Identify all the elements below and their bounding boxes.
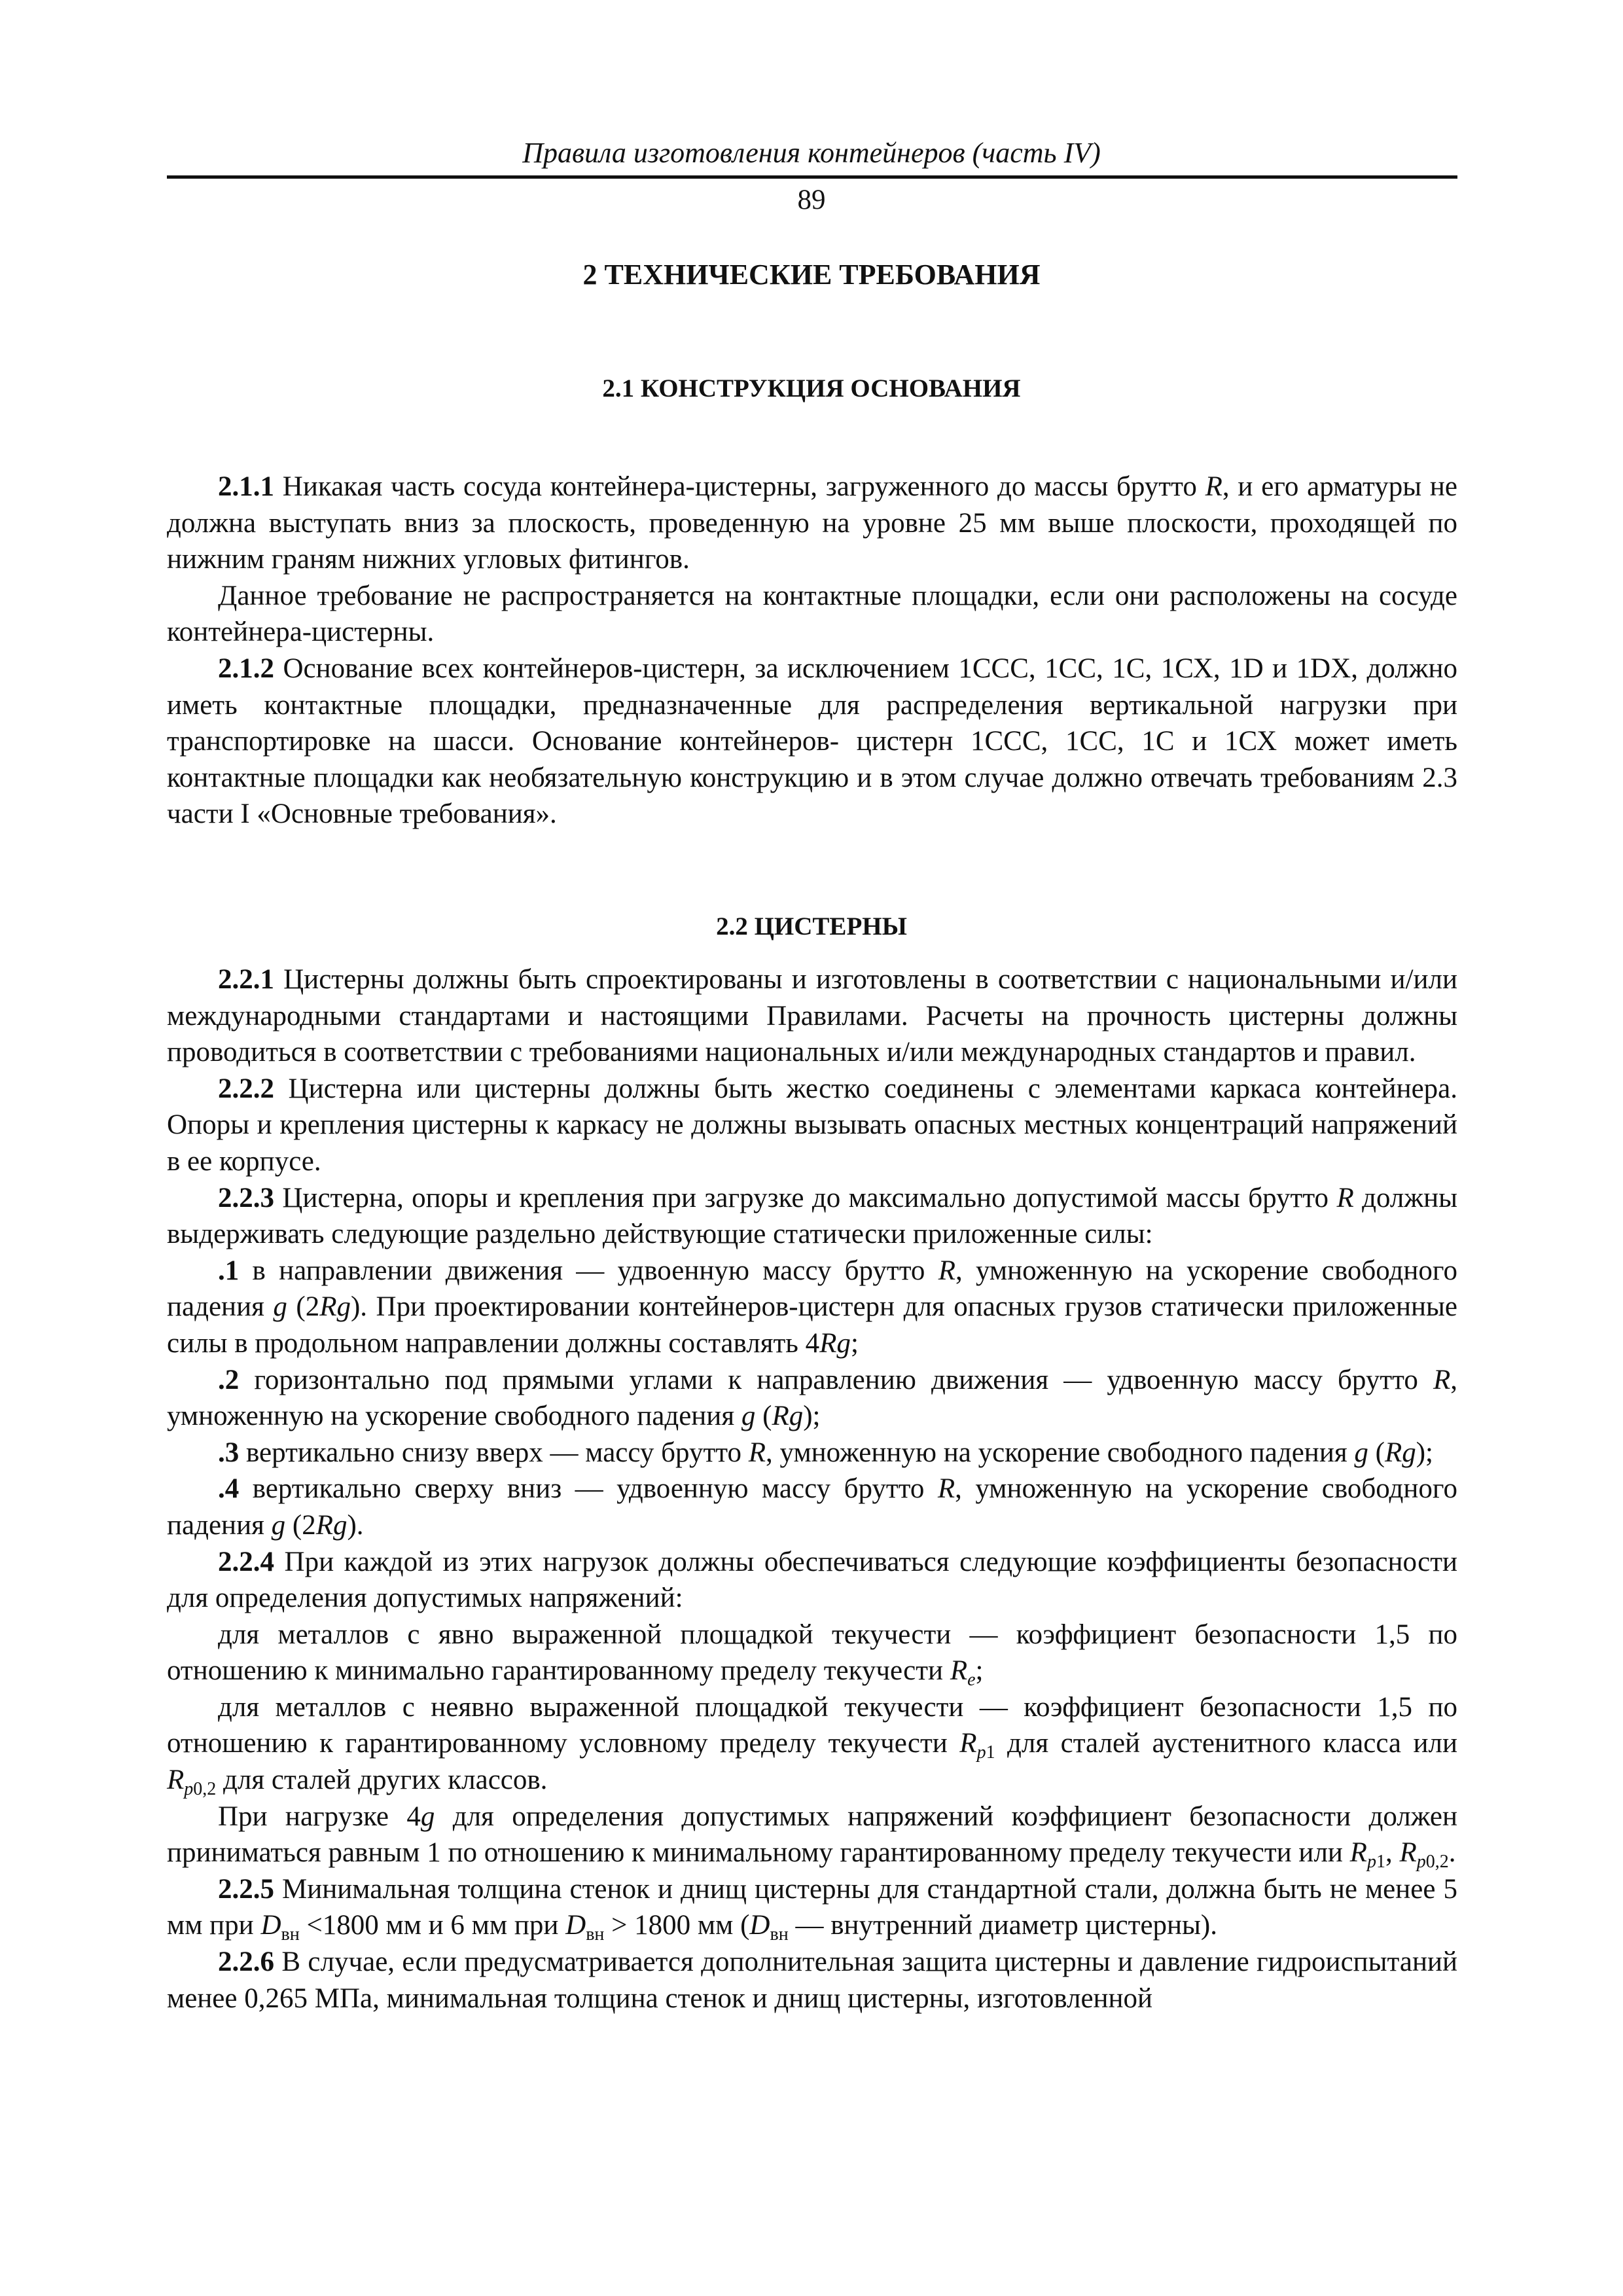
section-title: 2 ТЕХНИЧЕСКИЕ ТРЕБОВАНИЯ: [582, 259, 1041, 291]
paragraph: [167, 961, 1457, 1071]
paragraph-text: Цистерна или цистерны должны быть жестко соединены с элементами каркаса контейнера. Опоры и крепления цистерны к каркасу не должны вызывать опасных местных концентраций напряжений в ее корпусе.: [167, 1073, 1457, 1177]
clause-number: .3: [218, 1437, 240, 1468]
paragraph-text: Данное требование не распространяется на контактные площадки, если они расположены на сосуде контейнера-цистерны.: [167, 580, 1457, 648]
paragraph-text: В случае, если предусматривается дополнительная защита цистерны и давление гидроиспытаний менее 0,265 МПа, минимальная толщина стенок и днищ цистерны, изготовленной: [167, 1946, 1457, 2014]
paragraph-text: вертикально сверху вниз — удвоенную массу брутто R, умноженную на ускорение свободного падения g (2Rg).: [167, 1473, 1457, 1541]
paragraph-text: Никакая часть сосуда контейнера-цистерны, загруженного до массы брутто R, и его арматуры не должна выступать вниз за плоскость, проведенную на уровне 25 мм выше плоскости, проходящей по нижним граням нижних угловых фитингов.: [167, 471, 1457, 575]
paragraph: [167, 1253, 1457, 1362]
paragraph: [167, 1071, 1457, 1180]
paragraph: [167, 1471, 1457, 1543]
paragraph-text: горизонтально под прямыми углами к направлению движения — удвоенную массу брутто R, умноженную на ускорение свободного падения g (Rg);: [167, 1364, 1457, 1432]
paragraph: [167, 1617, 1457, 1689]
clause-number: 2.2.5: [218, 1873, 274, 1905]
running-head: Правила изготовления контейнеров (часть IV): [522, 137, 1101, 169]
paragraph-text: Минимальная толщина стенок и днищ цистерны для стандартной стали, должна быть не менее 5 мм при $D_{вн} <1800$ мм и 6 мм при $D_{вн} > 1800$ мм ($D_{вн}$ — внутренний диаметр цистерны).: [167, 1873, 1457, 1945]
subsection-title-2-1: 2.1 КОНСТРУКЦИЯ ОСНОВАНИЯ: [602, 374, 1021, 403]
clause-number: 2.1.2: [218, 653, 274, 684]
paragraph: [167, 469, 1457, 578]
subsection-body-2-2: [167, 961, 1457, 2017]
subsection-body-2-1: [167, 469, 1457, 833]
paragraph: [167, 1799, 1457, 1871]
clause-number: .4: [218, 1473, 240, 1505]
paragraph: [167, 1871, 1457, 1944]
clause-number: 2.2.3: [218, 1182, 274, 1213]
paragraph-text: для металлов с неявно выраженной площадкой текучести — коэффициент безопасности 1,5 по отношению к гарантированному условному пределу текучести $R_{p1}$ для сталей аустенитного класса или $R_{p0,2}$ для сталей других классов.: [167, 1691, 1457, 1800]
paragraph: [167, 1180, 1457, 1253]
paragraph-text: Цистерны должны быть спроектированы и изготовлены в соответствии с национальными и/или международными стандартами и настоящими Правилами. Расчеты на прочность цистерны должны проводиться в соответствии с требованиями национальных и/или международных стандартов и правил.: [167, 964, 1457, 1068]
paragraph: [167, 651, 1457, 833]
paragraph: [167, 1944, 1457, 2017]
clause-number: .2: [218, 1364, 240, 1395]
header-rule: [167, 175, 1457, 179]
paragraph-text: вертикально снизу вверх — массу брутто R, умноженную на ускорение свободного падения g (Rg);: [239, 1437, 1434, 1468]
paragraph-text: в направлении движения — удвоенную массу брутто R, умноженную на ускорение свободного падения g (2Rg). При проектировании контейнеров-цистерн для опасных грузов статически приложенные силы в продольном направлении должны составлять 4Rg;: [167, 1255, 1457, 1359]
clause-number: .1: [218, 1255, 240, 1286]
subsection-title-2-2: 2.2 ЦИСТЕРНЫ: [716, 912, 907, 941]
paragraph-text: для металлов с явно выраженной площадкой текучести — коэффициент безопасности 1,5 по отношению к минимально гарантированному пределу текучести $R_e$;: [167, 1619, 1457, 1691]
clause-number: 2.2.4: [218, 1546, 274, 1577]
paragraph: [167, 1435, 1457, 1471]
clause-number: 2.2.2: [218, 1073, 274, 1104]
paragraph-text: При нагрузке 4g для определения допустимых напряжений коэффициент безопасности должен приниматься равным 1 по отношению к минимальному гарантированному пределу текучести или $R_{p1}$, $R_{p0,2}$.: [167, 1801, 1457, 1873]
paragraph-text: При каждой из этих нагрузок должны обеспечиваться следующие коэффициенты безопасности для определения допустимых напряжений:: [167, 1546, 1457, 1614]
clause-number: 2.2.6: [218, 1946, 274, 1978]
paragraph-text: Основание всех контейнеров-цистерн, за исключением 1ССС, 1СС, 1С, 1СХ, 1D и 1DX, должно иметь контактные площадки, предназначенные для распределения вертикальной нагрузки при транспортировке на шасси. Основание контейнеров- цистерн 1ССС, 1СС, 1С и 1СХ может иметь контактные площадки как необязательную конструкцию и в этом случае должно отвечать требованиям 2.3 части I «Основные требования».: [167, 653, 1457, 830]
paragraph: [167, 1362, 1457, 1435]
paragraph: [167, 1544, 1457, 1617]
paragraph-text: Цистерна, опоры и крепления при загрузке до максимально допустимой массы брутто R должны выдерживать следующие раздельно действующие статически приложенные силы:: [167, 1182, 1457, 1250]
paragraph: [167, 578, 1457, 651]
clause-number: 2.2.1: [218, 964, 274, 995]
paragraph: [167, 1689, 1457, 1799]
page-number: 89: [797, 185, 826, 215]
clause-number: 2.1.1: [218, 471, 274, 502]
